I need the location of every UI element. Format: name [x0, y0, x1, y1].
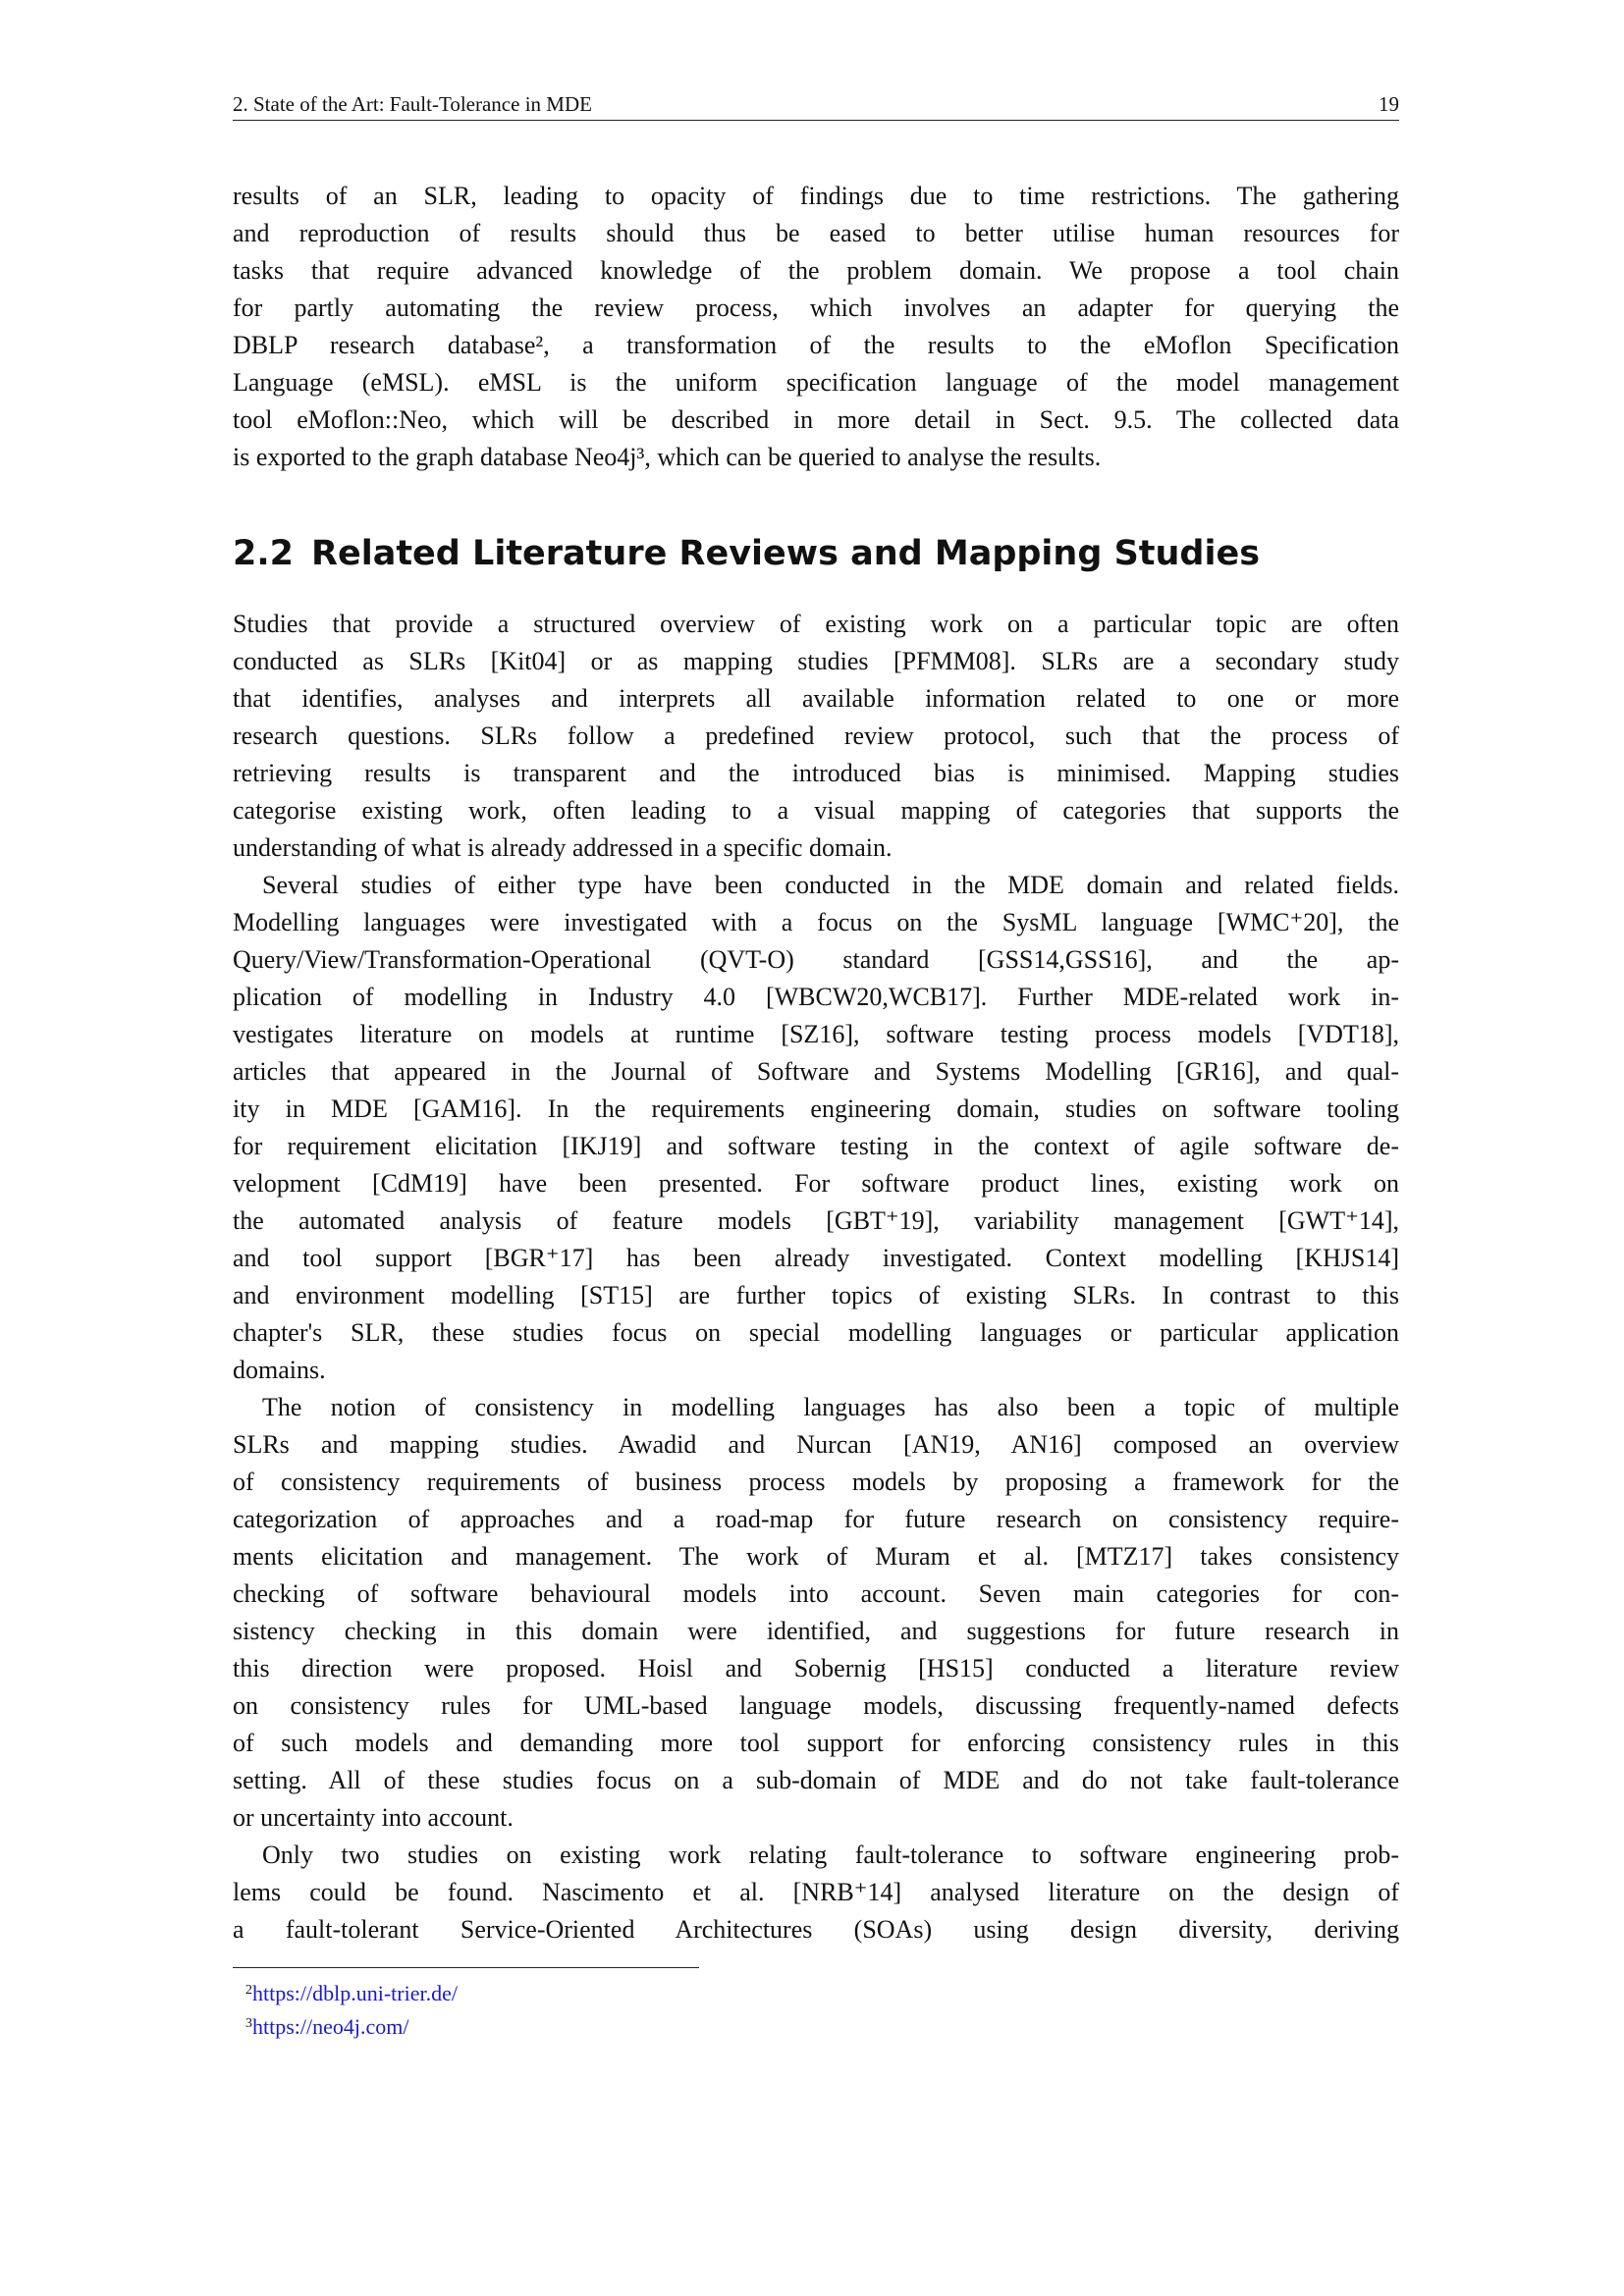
- text-line: results of an SLR, leading to opacity of findings due to time restrictions. The gathering: [233, 182, 1399, 210]
- text-line: setting. All of these studies focus on a sub-domain of MDE and do not take fault-tolerance: [233, 1766, 1399, 1794]
- text-line: lems could be found. Nascimento et al. [NRB⁺14] analysed literature on the design of: [233, 1878, 1399, 1906]
- text-line: this direction were proposed. Hoisl and Sobernig [HS15] conducted a literature review: [233, 1654, 1399, 1682]
- text-line: plication of modelling in Industry 4.0 [WBCW20,WCB17]. Further MDE-related work in-: [233, 983, 1399, 1011]
- text-line: categorise existing work, often leading to a visual mapping of categories that supports the: [233, 796, 1399, 825]
- text-line: for partly automating the review process, which involves an adapter for querying the: [233, 294, 1399, 322]
- footnote: [245, 2008, 458, 2042]
- text-line: that identifies, analyses and interprets all available information related to one or more: [233, 684, 1399, 713]
- text-line: Modelling languages were investigated with a focus on the SysML language [WMC⁺20], the: [233, 908, 1399, 936]
- footnote-mark: 3: [245, 2016, 252, 2031]
- section-title: Related Literature Reviews and Mapping Studies: [311, 534, 1261, 573]
- text-line: Only two studies on existing work relating fault-tolerance to software engineering prob-: [262, 1841, 1399, 1869]
- text-line: ments elicitation and management. The work of Muram et al. [MTZ17] takes consistency: [233, 1542, 1399, 1571]
- footnote-link[interactable]: https://dblp.uni-trier.de/: [252, 1981, 458, 2005]
- text-line: Language (eMSL). eMSL is the uniform specification language of the model management: [233, 368, 1399, 397]
- text-line: DBLP research database², a transformation of the results to the eMoflon Specification: [233, 331, 1399, 359]
- text-line: SLRs and mapping studies. Awadid and Nurcan [AN19, AN16] composed an overview: [233, 1430, 1399, 1459]
- text-line: vestigates literature on models at runtime [SZ16], software testing process models [VDT18],: [233, 1020, 1399, 1048]
- section-heading: [233, 530, 1260, 577]
- text-line: a fault-tolerant Service-Oriented Architectures (SOAs) using design diversity, deriving: [233, 1915, 1399, 1944]
- paragraph: [233, 606, 1399, 867]
- text-line: The notion of consistency in modelling languages has also been a topic of multiple: [262, 1393, 1399, 1421]
- text-line: of such models and demanding more tool support for enforcing consistency rules in this: [233, 1729, 1399, 1757]
- text-line: of consistency requirements of business process models by proposing a framework for the: [233, 1468, 1399, 1496]
- running-header: [233, 88, 1399, 120]
- section-number: 2.2: [233, 534, 295, 573]
- paragraph: [233, 178, 1399, 476]
- text-line: on consistency rules for UML-based language models, discussing frequently-named defects: [233, 1691, 1399, 1720]
- text-line: chapter's SLR, these studies focus on special modelling languages or particular application: [233, 1318, 1399, 1347]
- page-number: 19: [1379, 91, 1399, 116]
- text-line: the automated analysis of feature models [GBT⁺19], variability management [GWT⁺14],: [233, 1206, 1399, 1235]
- paragraph: [233, 1837, 1399, 1949]
- text-line: Query/View/Transformation-Operational (QVT-O) standard [GSS14,GSS16], and the ap-: [233, 945, 1399, 974]
- text-line: checking of software behavioural models into account. Seven main categories for con-: [233, 1579, 1399, 1608]
- section-body: [233, 606, 1399, 1949]
- text-line: tool eMoflon::Neo, which will be described in more detail in Sect. 9.5. The collected data: [233, 405, 1399, 434]
- footnote-rule: [233, 1967, 699, 1968]
- text-line: conducted as SLRs [Kit04] or as mapping studies [PFMM08]. SLRs are a secondary study: [233, 647, 1399, 675]
- text-line: or uncertainty into account.: [233, 1803, 514, 1832]
- footnote: [245, 1975, 458, 2008]
- text-line: sistency checking in this domain were identified, and suggestions for future research in: [233, 1617, 1399, 1645]
- text-line: Several studies of either type have been conducted in the MDE domain and related fields.: [262, 871, 1399, 899]
- chapter-title: 2. State of the Art: Fault-Tolerance in MDE: [233, 91, 592, 116]
- text-line: categorization of approaches and a road-map for future research on consistency require-: [233, 1505, 1399, 1533]
- text-line: for requirement elicitation [IKJ19] and software testing in the context of agile software de-: [233, 1132, 1399, 1160]
- text-line: retrieving results is transparent and the introduced bias is minimised. Mapping studies: [233, 759, 1399, 787]
- text-line: is exported to the graph database Neo4j³, which can be queried to analyse the results.: [233, 443, 1102, 471]
- paragraph: [233, 1389, 1399, 1837]
- text-line: velopment [CdM19] have been presented. For software product lines, existing work on: [233, 1169, 1399, 1198]
- intro-text: [233, 178, 1399, 476]
- text-line: research questions. SLRs follow a predefined review protocol, such that the process of: [233, 721, 1399, 750]
- text-line: domains.: [233, 1356, 326, 1384]
- paragraph: [233, 867, 1399, 1389]
- text-line: ity in MDE [GAM16]. In the requirements engineering domain, studies on software tooling: [233, 1095, 1399, 1123]
- text-line: articles that appeared in the Journal of Software and Systems Modelling [GR16], and qual-: [233, 1057, 1399, 1086]
- header-rule: [233, 120, 1399, 121]
- text-line: and tool support [BGR⁺17] has been already investigated. Context modelling [KHJS14]: [233, 1244, 1399, 1272]
- text-line: Studies that provide a structured overview of existing work on a particular topic are often: [233, 610, 1399, 638]
- text-line: tasks that require advanced knowledge of the problem domain. We propose a tool chain: [233, 256, 1399, 285]
- footnote-link[interactable]: https://neo4j.com/: [252, 2014, 409, 2039]
- text-line: and environment modelling [ST15] are further topics of existing SLRs. In contrast to this: [233, 1281, 1399, 1309]
- text-line: and reproduction of results should thus be eased to better utilise human resources for: [233, 219, 1399, 247]
- text-line: understanding of what is already addressed in a specific domain.: [233, 833, 893, 862]
- footnotes: [245, 1975, 458, 2042]
- footnote-mark: 2: [245, 1983, 252, 1998]
